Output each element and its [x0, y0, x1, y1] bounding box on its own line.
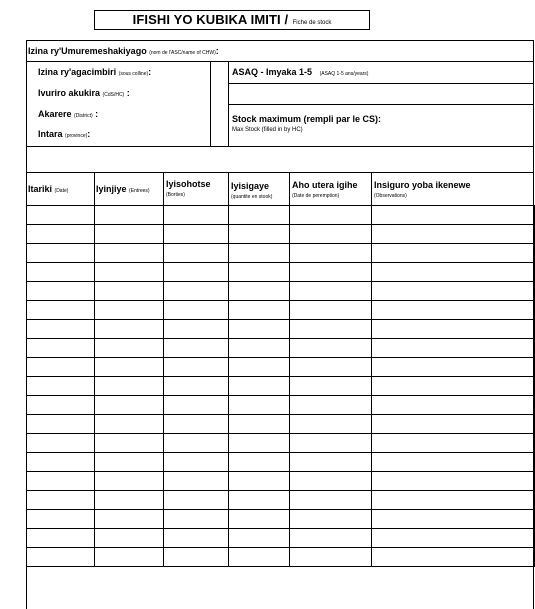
divider: [26, 172, 534, 173]
table-cell[interactable]: [229, 377, 290, 396]
table-cell[interactable]: [164, 206, 229, 225]
table-cell[interactable]: [164, 415, 229, 434]
table-cell[interactable]: [290, 263, 372, 282]
table-cell[interactable]: [27, 415, 95, 434]
table-cell[interactable]: [290, 206, 372, 225]
stock-ledger-body: [27, 206, 535, 567]
table-cell[interactable]: [95, 472, 164, 491]
product-field: [232, 67, 368, 77]
table-cell[interactable]: [95, 244, 164, 263]
table-cell[interactable]: [27, 358, 95, 377]
table-cell[interactable]: [27, 472, 95, 491]
table-cell[interactable]: [229, 453, 290, 472]
table-cell[interactable]: [372, 301, 535, 320]
health-center-label: Ivuriro akukira: [38, 88, 101, 98]
health-center-note: (CdS/HC): [102, 92, 125, 98]
col-header-expiry: [292, 180, 358, 201]
cell-name-label: Izina ry'agacimbiri: [38, 67, 117, 77]
table-cell[interactable]: [372, 491, 535, 510]
table-cell[interactable]: [372, 282, 535, 301]
table-cell[interactable]: [290, 301, 372, 320]
table-cell[interactable]: [27, 548, 95, 567]
form-title: [94, 10, 370, 30]
divider: [228, 83, 534, 84]
table-cell[interactable]: [372, 434, 535, 453]
divider: [228, 104, 534, 105]
table-cell[interactable]: [229, 301, 290, 320]
table-cell[interactable]: [290, 510, 372, 529]
table-cell[interactable]: [290, 339, 372, 358]
table-cell[interactable]: [290, 491, 372, 510]
table-cell[interactable]: [290, 434, 372, 453]
table-cell[interactable]: [95, 453, 164, 472]
table-cell[interactable]: [95, 548, 164, 567]
district-label: Akarere: [38, 109, 72, 119]
table-cell[interactable]: [27, 320, 95, 339]
table-cell[interactable]: [229, 548, 290, 567]
table-row: [27, 282, 535, 301]
table-row: [27, 263, 535, 282]
table-cell[interactable]: [95, 339, 164, 358]
form-title-sub: Fiche de stock: [292, 20, 332, 26]
table-cell[interactable]: [164, 529, 229, 548]
col-header-observations-label: Insiguro yoba ikenewe: [374, 180, 471, 190]
table-cell[interactable]: [164, 510, 229, 529]
table-cell[interactable]: [372, 244, 535, 263]
col-header-date-note: (Date): [54, 188, 69, 194]
table-cell[interactable]: [229, 282, 290, 301]
table-row: [27, 472, 535, 491]
col-header-exits-sub: (Borties): [166, 192, 185, 198]
col-header-stock-sub: (quantite en stook): [231, 194, 273, 200]
table-row: [27, 339, 535, 358]
table-cell[interactable]: [290, 453, 372, 472]
table-cell[interactable]: [372, 453, 535, 472]
table-cell[interactable]: [229, 472, 290, 491]
table-cell[interactable]: [27, 491, 95, 510]
table-cell[interactable]: [290, 548, 372, 567]
table-cell[interactable]: [229, 263, 290, 282]
table-cell[interactable]: [290, 415, 372, 434]
table-row: [27, 529, 535, 548]
divider: [228, 61, 229, 146]
chw-name-field: [28, 46, 219, 56]
divider: [94, 172, 95, 205]
stock-max-field: [232, 114, 381, 124]
table-cell[interactable]: [164, 377, 229, 396]
col-header-exits: [166, 179, 211, 200]
table-cell[interactable]: [27, 263, 95, 282]
table-cell[interactable]: [27, 434, 95, 453]
cell-name-note: (sous colline): [118, 71, 149, 77]
table-row: [27, 225, 535, 244]
table-cell[interactable]: [372, 320, 535, 339]
cell-name-field: [38, 67, 151, 77]
table-row: [27, 491, 535, 510]
table-cell[interactable]: [372, 263, 535, 282]
province-field: [38, 129, 90, 139]
table-cell[interactable]: [27, 377, 95, 396]
col-header-expiry-label: Aho utera igihe: [292, 180, 358, 190]
col-header-observations-sub: (Observations): [374, 193, 407, 199]
table-cell[interactable]: [27, 529, 95, 548]
table-cell[interactable]: [27, 225, 95, 244]
table-cell[interactable]: [95, 377, 164, 396]
col-header-observations: [374, 180, 471, 201]
table-cell[interactable]: [27, 206, 95, 225]
table-cell[interactable]: [164, 225, 229, 244]
table-row: [27, 206, 535, 225]
table-row: [27, 510, 535, 529]
table-cell[interactable]: [95, 320, 164, 339]
table-cell[interactable]: [229, 225, 290, 244]
table-cell[interactable]: [290, 225, 372, 244]
province-label: Intara: [38, 129, 63, 139]
table-row: [27, 415, 535, 434]
table-cell[interactable]: [27, 396, 95, 415]
table-cell[interactable]: [27, 301, 95, 320]
table-cell[interactable]: [290, 282, 372, 301]
col-header-stock-label: Iyisigaye: [231, 181, 270, 191]
table-cell[interactable]: [164, 434, 229, 453]
table-cell[interactable]: [290, 244, 372, 263]
table-cell[interactable]: [372, 206, 535, 225]
table-cell[interactable]: [372, 396, 535, 415]
table-cell[interactable]: [27, 339, 95, 358]
table-cell[interactable]: [372, 339, 535, 358]
table-row: [27, 396, 535, 415]
table-cell[interactable]: [27, 510, 95, 529]
table-cell[interactable]: [95, 415, 164, 434]
stock-ledger-table: [26, 205, 535, 567]
table-cell[interactable]: [95, 434, 164, 453]
divider: [26, 146, 534, 147]
divider: [371, 172, 372, 205]
table-cell[interactable]: [229, 358, 290, 377]
table-cell[interactable]: [372, 225, 535, 244]
table-cell[interactable]: [95, 491, 164, 510]
table-cell[interactable]: [164, 548, 229, 567]
table-cell[interactable]: [95, 206, 164, 225]
table-cell[interactable]: [164, 301, 229, 320]
table-cell[interactable]: [164, 320, 229, 339]
table-cell[interactable]: [229, 206, 290, 225]
cell-name-suffix: :: [148, 67, 152, 77]
table-cell[interactable]: [229, 339, 290, 358]
district-note: (District): [74, 113, 93, 119]
table-cell[interactable]: [164, 263, 229, 282]
divider: [26, 61, 534, 62]
col-header-date: [28, 184, 68, 196]
table-cell[interactable]: [229, 491, 290, 510]
table-cell[interactable]: [164, 453, 229, 472]
table-cell[interactable]: [95, 396, 164, 415]
table-cell[interactable]: [229, 529, 290, 548]
product-note: (ASAQ 1-5 ans/years): [319, 71, 369, 77]
divider: [289, 172, 290, 205]
table-cell[interactable]: [95, 358, 164, 377]
table-cell[interactable]: [164, 396, 229, 415]
table-cell[interactable]: [95, 225, 164, 244]
table-cell[interactable]: [229, 434, 290, 453]
table-cell[interactable]: [164, 491, 229, 510]
table-cell[interactable]: [229, 320, 290, 339]
divider: [163, 172, 164, 205]
table-cell[interactable]: [229, 510, 290, 529]
form-title-main: IFISHI YO KUBIKA IMITI /: [132, 12, 289, 27]
district-suffix: :: [95, 109, 99, 119]
district-field: [38, 109, 98, 119]
table-row: [27, 377, 535, 396]
chw-name-suffix: :: [215, 46, 219, 56]
divider: [210, 61, 211, 146]
table-row: [27, 301, 535, 320]
table-cell[interactable]: [27, 282, 95, 301]
table-cell[interactable]: [372, 529, 535, 548]
table-cell[interactable]: [164, 472, 229, 491]
table-cell[interactable]: [290, 358, 372, 377]
province-suffix: :: [87, 129, 91, 139]
table-cell[interactable]: [164, 358, 229, 377]
table-cell[interactable]: [372, 510, 535, 529]
table-cell[interactable]: [95, 301, 164, 320]
table-cell[interactable]: [164, 339, 229, 358]
chw-name-label: Izina ry'Umuremeshakiyago: [28, 46, 147, 56]
table-row: [27, 320, 535, 339]
divider: [228, 172, 229, 205]
table-cell[interactable]: [27, 453, 95, 472]
table-cell[interactable]: [372, 472, 535, 491]
col-header-date-label: Itariki: [28, 184, 53, 194]
table-cell[interactable]: [164, 244, 229, 263]
table-cell[interactable]: [229, 396, 290, 415]
col-header-entries-label: Iyinjiye: [96, 184, 127, 194]
table-row: [27, 358, 535, 377]
table-cell[interactable]: [229, 415, 290, 434]
col-header-entries-note: (Entrees): [129, 188, 150, 194]
table-cell[interactable]: [95, 263, 164, 282]
table-cell[interactable]: [229, 244, 290, 263]
table-cell[interactable]: [372, 548, 535, 567]
table-cell[interactable]: [290, 472, 372, 491]
product-label: ASAQ - Imyaka 1-5: [232, 67, 313, 77]
province-note: (province): [65, 133, 88, 139]
table-cell[interactable]: [95, 510, 164, 529]
table-cell[interactable]: [95, 282, 164, 301]
col-header-exits-label: Iyisohotse: [166, 179, 211, 189]
table-cell[interactable]: [164, 282, 229, 301]
health-center-field: [38, 88, 130, 98]
table-cell[interactable]: [372, 377, 535, 396]
table-row: [27, 548, 535, 567]
chw-name-note: (nom de l'ASC/name of CHW): [149, 50, 216, 56]
stock-max-label: Stock maximum (rempli par le CS):: [232, 114, 382, 124]
stock-max-sub: Max Stock (filled in by HC): [232, 127, 303, 133]
table-row: [27, 244, 535, 263]
col-header-stock: [231, 181, 272, 202]
table-row: [27, 434, 535, 453]
table-cell[interactable]: [372, 415, 535, 434]
table-cell[interactable]: [95, 529, 164, 548]
col-header-entries: [96, 184, 150, 196]
health-center-suffix: :: [126, 88, 130, 98]
table-cell[interactable]: [290, 529, 372, 548]
table-cell[interactable]: [290, 320, 372, 339]
table-cell[interactable]: [27, 244, 95, 263]
table-cell[interactable]: [290, 377, 372, 396]
col-header-expiry-sub: (Date de peremption): [292, 193, 340, 199]
table-row: [27, 453, 535, 472]
table-cell[interactable]: [372, 358, 535, 377]
table-cell[interactable]: [290, 396, 372, 415]
